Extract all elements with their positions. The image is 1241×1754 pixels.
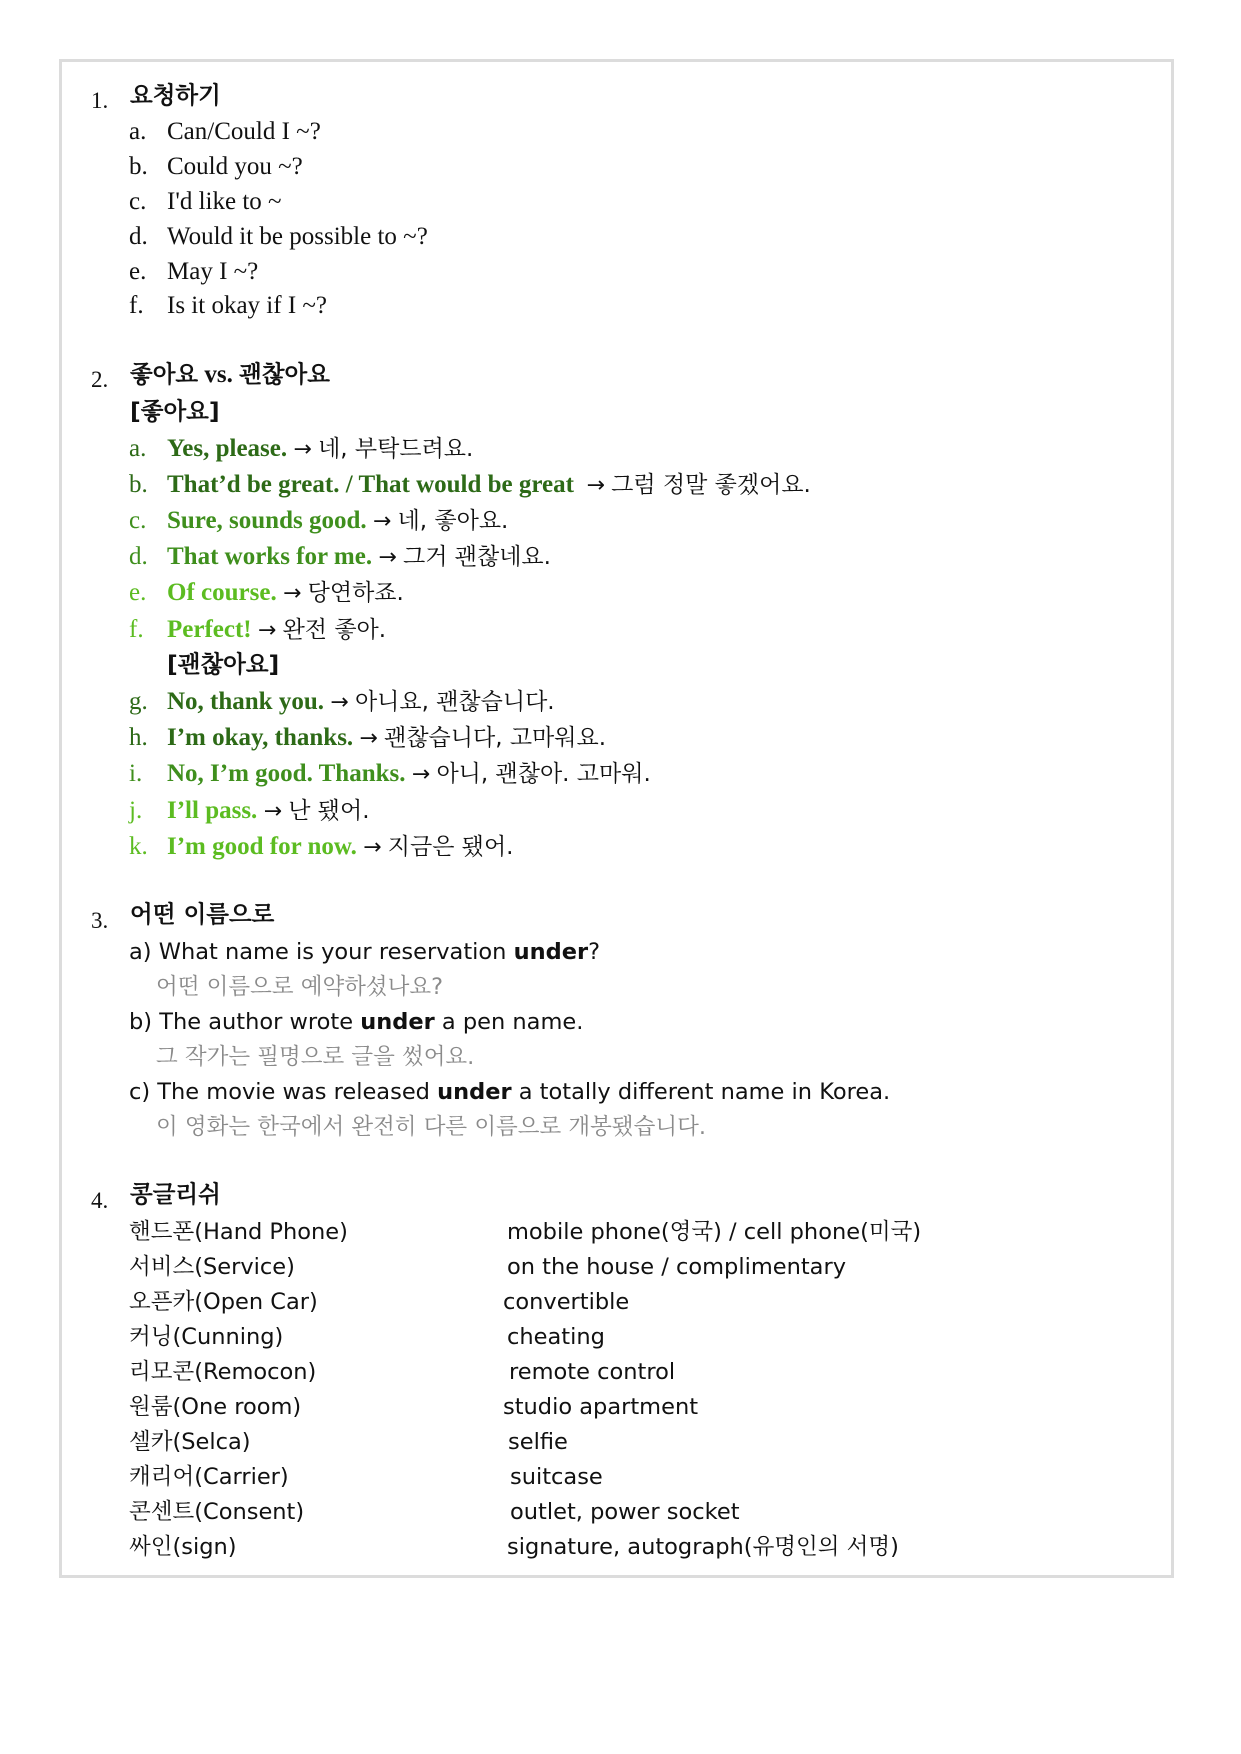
example-sentence: a) What name is your reservation under?	[129, 939, 601, 965]
list-item: k. I’m good for now. → 지금은 됐어.	[129, 833, 514, 860]
section-title: 어떤 이름으로	[130, 900, 275, 928]
example-translation: 그 작가는 필명으로 글을 썼어요.	[156, 1044, 475, 1070]
section-number: 1.	[91, 88, 109, 113]
section-number: 4.	[91, 1188, 109, 1213]
section-title: 좋아요 vs. 괜찮아요	[130, 360, 330, 388]
example-sentence: b) The author wrote under a pen name.	[129, 1009, 584, 1035]
konglish-term: 셀카(Selca)	[129, 1429, 251, 1455]
english-term: cheating	[507, 1324, 605, 1350]
list-item: c. Sure, sounds good. → 네, 좋아요.	[129, 507, 509, 534]
list-item: j. I’ll pass. → 난 됐어.	[129, 797, 370, 824]
english-term: on the house / complimentary	[507, 1254, 847, 1280]
section-number: 2.	[91, 367, 109, 392]
konglish-term: 캐리어(Carrier)	[129, 1464, 289, 1490]
list-item: f. Perfect! → 완전 좋아.	[129, 616, 387, 643]
list-item: d. That works for me. → 그거 괜찮네요.	[129, 543, 551, 570]
list-item: g. No, thank you. → 아니요, 괜찮습니다.	[129, 688, 555, 715]
subheading-yes: [좋아요]	[130, 397, 220, 425]
english-term: selfie	[508, 1429, 568, 1455]
example-translation: 어떤 이름으로 예약하셨나요?	[156, 974, 444, 1000]
list-item: f. Is it okay if I ~?	[129, 292, 328, 319]
list-item: e. Of course. → 당연하죠.	[129, 579, 404, 606]
english-term: outlet, power socket	[510, 1499, 740, 1525]
english-term: suitcase	[510, 1464, 603, 1490]
list-item: c. I'd like to ~	[129, 188, 282, 215]
list-item: d. Would it be possible to ~?	[129, 223, 428, 250]
list-item: a. Yes, please. → 네, 부탁드려요.	[129, 435, 474, 462]
list-item: a. Can/Could I ~?	[129, 118, 321, 145]
konglish-term: 리모콘(Remocon)	[129, 1359, 317, 1385]
konglish-term: 오픈카(Open Car)	[129, 1289, 318, 1315]
list-item: b. That’d be great. / That would be great → 그럼 정말 좋겠어요.	[129, 471, 811, 498]
section-number: 3.	[91, 908, 109, 933]
list-item: h. I’m okay, thanks. → 괜찮습니다, 고마워요.	[129, 724, 607, 751]
list-item: e. May I ~?	[129, 258, 259, 285]
example-translation: 이 영화는 한국에서 완전히 다른 이름으로 개봉됐습니다.	[156, 1114, 706, 1140]
english-term: remote control	[509, 1359, 676, 1385]
subheading-no: [괜찮아요]	[167, 650, 280, 678]
english-term: studio apartment	[503, 1394, 699, 1420]
konglish-term: 핸드폰(Hand Phone)	[129, 1219, 348, 1245]
section-title: 요청하기	[130, 81, 221, 109]
english-term: signature, autograph(유명인의 서명)	[507, 1534, 899, 1560]
english-term: mobile phone(영국) / cell phone(미국)	[507, 1219, 922, 1245]
example-sentence: c) The movie was released under a totally different name in Korea.	[129, 1079, 891, 1105]
english-term: convertible	[503, 1289, 630, 1315]
konglish-term: 콘센트(Consent)	[129, 1499, 305, 1525]
konglish-term: 서비스(Service)	[129, 1254, 295, 1280]
section-title: 콩글리쉬	[130, 1180, 221, 1208]
konglish-term: 싸인(sign)	[129, 1534, 237, 1560]
konglish-term: 원룸(One room)	[129, 1394, 302, 1420]
konglish-term: 커닝(Cunning)	[129, 1324, 284, 1350]
list-item: b. Could you ~?	[129, 153, 303, 180]
list-item: i. No, I’m good. Thanks. → 아니, 괜찮아. 고마워.	[129, 760, 651, 787]
